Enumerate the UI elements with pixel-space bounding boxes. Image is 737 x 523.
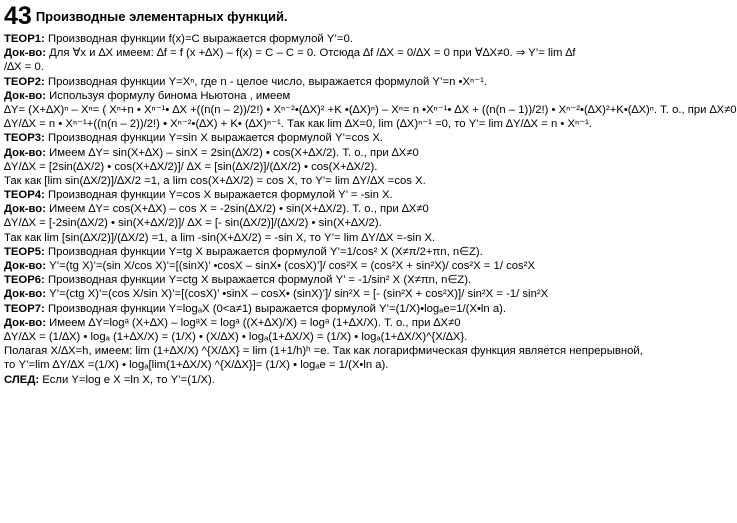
line-text: то Y’=lim ∆Y/∆X =(1/X) • logₐ[lim(1+∆X/X) ^{X/∆X}]= (1/X) • logₐe = 1/(X•ln a). (4, 359, 389, 372)
text-line (4, 89, 661, 103)
text-line (4, 245, 661, 259)
line-label: ТЕОР5: (4, 245, 45, 258)
line-text: Имеем ∆Y= cos(X+∆X) – cos X = -2sin(∆X/2) • sin(X+∆X/2). Т. о., при ∆X≠0 (45, 203, 429, 216)
line-text: Так как lim [sin(∆X/2)]/(∆X/2) =1, а lim -sin(X+∆X/2) = -sin X, то Y’= lim ∆Y/∆X =-sin X. (4, 231, 436, 244)
line-text: Производная функции Y=cos X выражается формулой Y’ = -sin X. (44, 189, 393, 202)
line-label: Док-во: (4, 203, 46, 216)
line-text: Y’=(ctg X)’=(cos X/sin X)’=[(cosX)’ •sinX – cosX• (sinX)’]/ sin²X = [- (sin²X + cos²X)]/ sin²X = -1/ sin²X (45, 288, 549, 301)
text-line (4, 32, 661, 46)
text-line (4, 231, 661, 245)
line-label: Док-во: (4, 288, 46, 301)
line-label: Док-во: (4, 146, 46, 159)
line-text: ∆Y/∆X = n • Xⁿ⁻¹+((n(n – 2))/2!) • Xⁿ⁻²•(∆X) + K• (∆X)ⁿ⁻¹. Так как lim ∆X=0, lim (∆X)ⁿ⁻¹ =0, то Y’= lim ∆Y/∆X = n • Xⁿ⁻¹. (4, 118, 592, 131)
text-line (4, 60, 661, 74)
text-line (4, 330, 661, 344)
line-text: Если Y=log e X =ln X, то Y’=(1/X). (39, 373, 215, 386)
text-line (4, 302, 661, 316)
line-text: Для ∀x и ∆X имеем: ∆f = f (x +∆X) – f(x) = C – C = 0. Отсюда ∆f /∆X = 0/∆X = 0 при ∀∆X≠0. ⇒ Y’= lim ∆f (45, 47, 576, 60)
line-label: СЛЕД: (4, 373, 40, 386)
text-line (4, 160, 661, 174)
line-label: Док-во: (4, 260, 46, 272)
text-line (4, 131, 661, 145)
text-line (4, 117, 661, 131)
line-text: Производная функции Y=sin X выражается формулой Y’=cos X. (44, 132, 384, 145)
line-text: Используя формулу бинома Ньютона , имеем (45, 89, 291, 102)
text-line (4, 358, 661, 372)
line-text: Y’=(tg X)’=(sin X/cos X)’=[(sinX)’ •cosX – sinX• (cosX)’]/ cos²X = (cos²X + sin²X)/ cos²X = 1/ cos²X (45, 260, 535, 272)
text-line (4, 216, 661, 230)
line-text: Производная функции f(x)=C выражается формулой Y’=0. (44, 33, 353, 45)
text-line (4, 316, 661, 330)
line-text: Имеем ∆Y= sin(X+∆X) – sinX = 2sin(∆X/2) • cos(X+∆X/2). Т. о., при ∆X≠0 (45, 146, 419, 159)
line-label: Док-во: (4, 316, 46, 329)
line-label: ТЕОР1: (4, 33, 45, 45)
line-text: Имеем ∆Y=logᵃ (X+∆X) – logᵃX = logᵃ ((X+∆X)/X) = logᵃ (1+∆X/X). Т. о., при ∆X≠0 (45, 316, 461, 329)
text-line (4, 273, 661, 287)
line-text: ∆Y/∆X = [-2sin(∆X/2) • sin(X+∆X/2)]/ ∆X = [- sin(∆X/2)]/(∆X/2) • sin(X+∆X/2). (4, 217, 382, 230)
text-line (4, 103, 737, 117)
line-text: Полагая X/∆X=h, имеем: lim (1+∆X/X) ^{X/∆X} = lim (1+1/h)ʰ =e. Так как логарифмическая функция является непрерывной, (4, 345, 643, 358)
line-label: ТЕОР7: (4, 302, 45, 315)
line-text: ∆Y/∆X = (1/∆X) • logₐ (1+∆X/X) = (1/X) • (X/∆X) • logₐ(1+∆X/X) = (1/X) • logₐ(1+∆X/X)^{X/∆X}. (4, 330, 468, 343)
text-line (4, 344, 661, 358)
line-text: /∆X = 0. (4, 61, 44, 74)
document-page (4, 0, 737, 387)
line-text: Производная функции Y=logₐX (0<a≠1) выражается формулой Y’=(1/X)•logₐe=1/(X•ln a). (44, 302, 507, 315)
line-text: Так как [lim sin(∆X/2)]/∆X/2 =1, а lim cos(X+∆X/2) = cos X, то Y’= lim ∆Y/∆X =cos X. (4, 174, 426, 187)
line-label: Док-во: (4, 47, 46, 60)
line-text: Производная функции Y=ctg X выражается формулой Y’ = -1/sin² X (X≠πn, n∈Z). (44, 274, 472, 287)
text-line (4, 287, 661, 301)
section-number: 43 (4, 2, 32, 30)
line-label: ТЕОР3: (4, 132, 45, 145)
text-line (4, 259, 661, 273)
line-label: ТЕОР4: (4, 189, 45, 202)
line-label: ТЕОР2: (4, 75, 45, 88)
text-line (4, 146, 661, 160)
text-line (4, 373, 661, 387)
section-title: Производные элементарных функций. (35, 9, 288, 24)
line-text: ∆Y/∆X = [2sin(∆X/2) • cos(X+∆X/2)]/ ∆X = [sin(∆X/2)]/(∆X/2) • cos(X+∆X/2). (4, 160, 378, 173)
document-heading (4, 0, 661, 30)
line-text: Производная функции Y=tg X выражается формулой Y’=1/cos² X (X≠π/2+πn, n∈Z). (44, 245, 483, 258)
text-line (4, 46, 661, 60)
document-body (4, 32, 737, 387)
line-text: ∆Y= (X+∆X)ⁿ – Xⁿ= ( Xⁿ+n • Xⁿ⁻¹• ∆X +((n(n – 2))/2!) • Xⁿ⁻²•(∆X)² +K •(∆X)ⁿ) – Xⁿ= n •Xⁿ⁻¹• ∆X + ((n(n – 1))/2!) • Xⁿ⁻²•(∆X)²+K•(∆X)ⁿ. Т. о., при ∆X≠0 (4, 103, 737, 116)
text-line (4, 188, 661, 202)
text-line (4, 202, 661, 216)
line-label: Док-во: (4, 89, 46, 102)
text-line (4, 174, 661, 188)
line-text: Производная функции Y=Xⁿ, где n - целое число, выражается формулой Y’=n •Xⁿ⁻¹. (44, 75, 487, 88)
text-line (4, 75, 661, 89)
line-label: ТЕОР6: (4, 274, 45, 287)
